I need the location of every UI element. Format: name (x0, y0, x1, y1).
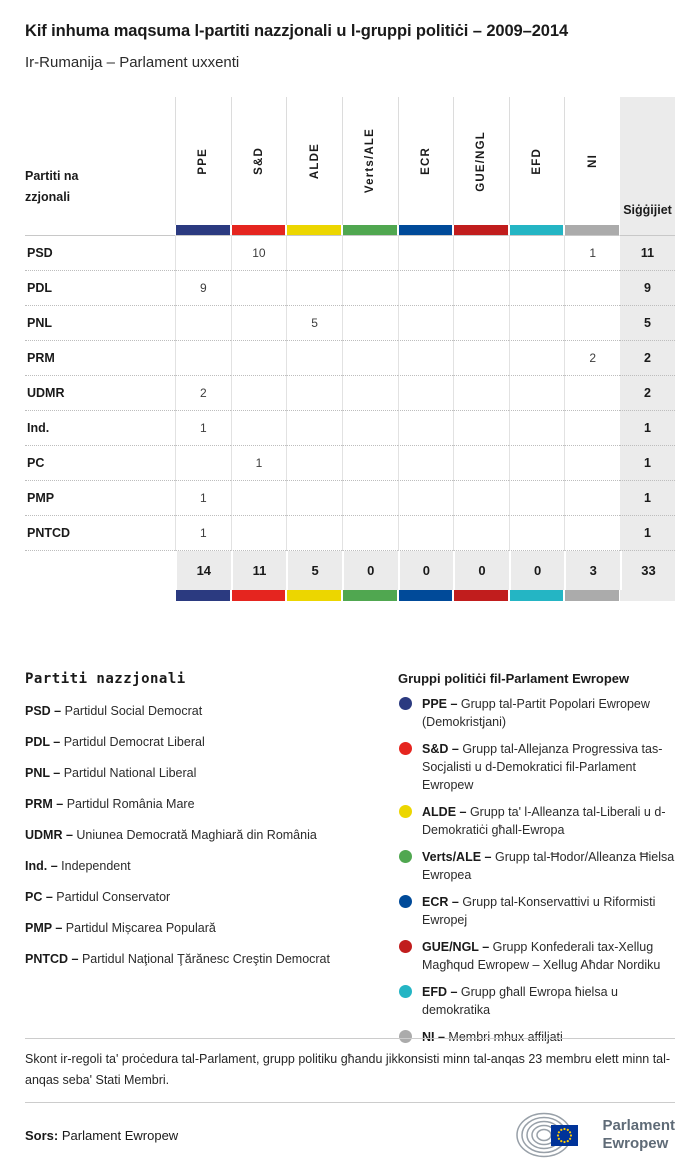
value-cell (453, 306, 509, 341)
legend-group-item: ECR – Grupp tal-Konservattivi u Riformisti Ewropej (398, 893, 675, 929)
group-color-bar-ni (564, 590, 620, 601)
spacer (25, 225, 175, 236)
value-cell (175, 446, 231, 481)
legend-party-item: Ind. – Independent (25, 859, 131, 873)
value-cell (231, 306, 287, 341)
value-cell: 5 (286, 306, 342, 341)
value-cell (509, 376, 565, 411)
column-header-sd: S&D (231, 97, 287, 225)
value-cell (342, 341, 398, 376)
group-color-bar-sd (231, 590, 287, 601)
value-cell (509, 446, 565, 481)
value-cell (175, 236, 231, 271)
legends (25, 671, 675, 1046)
party-name-cell: PMP (25, 481, 175, 516)
total-cell: 0 (453, 551, 509, 590)
total-cell: 0 (509, 551, 565, 590)
ppe-color-dot (399, 697, 412, 710)
group-color-bar-verts-ale (342, 225, 398, 236)
legend-party-item: PDL – Partidul Democrat Liberal (25, 735, 205, 749)
group-color-bar-efd (509, 590, 565, 601)
legend-party-item: PNTCD – Partidul Naţional Ţărănesc Creştin Democrat (25, 952, 330, 966)
column-header-ni: NI (564, 97, 620, 225)
value-cell (564, 411, 620, 446)
value-cell: 2 (175, 376, 231, 411)
value-cell: 1 (175, 516, 231, 551)
value-cell (398, 516, 454, 551)
value-cell (398, 446, 454, 481)
legend-group-item: S&D – Grupp tal-Allejanza Progressiva tas-Socjalisti u d-Demokratici fil-Parlament Ewropew (398, 740, 675, 794)
seats-cell: 5 (620, 306, 675, 341)
group-color-bar-ecr (398, 225, 454, 236)
sd-color-dot (399, 742, 412, 755)
seats-cell: 1 (620, 481, 675, 516)
value-cell (564, 446, 620, 481)
group-color-bar-alde (286, 225, 342, 236)
column-header-verts-ale: Verts/ALE (342, 97, 398, 225)
source-row (25, 1109, 675, 1161)
value-cell (342, 306, 398, 341)
value-cell (453, 411, 509, 446)
legend-group-item: ALDE – Grupp ta' l-Alleanza tal-Liberali u d-Demokratiċi għall-Ewropa (398, 803, 675, 839)
column-header-ppe: PPE (175, 97, 231, 225)
value-cell (509, 236, 565, 271)
seats-column-spacer (620, 590, 675, 601)
group-color-bar-verts-ale (342, 590, 398, 601)
seats-column-spacer (620, 225, 675, 236)
alde-color-dot (399, 805, 412, 818)
value-cell (453, 341, 509, 376)
value-cell (231, 376, 287, 411)
seats-cell: 2 (620, 376, 675, 411)
group-color-bar-ppe (175, 590, 231, 601)
value-cell (286, 446, 342, 481)
column-header-alde: ALDE (286, 97, 342, 225)
value-cell (509, 411, 565, 446)
legend-party-item: UDMR – Uniunea Democrată Maghiară din România (25, 828, 317, 842)
legend-party-item: PRM – Partidul România Mare (25, 797, 195, 811)
value-cell (453, 481, 509, 516)
group-color-bar-gue-ngl (453, 225, 509, 236)
legend-group-item: PPE – Grupp tal-Partit Popolari Ewropew (Demokristjani) (398, 695, 675, 731)
value-cell (342, 481, 398, 516)
group-color-bar-ecr (398, 590, 454, 601)
value-cell (175, 341, 231, 376)
value-cell (564, 516, 620, 551)
value-cell (342, 516, 398, 551)
party-name-cell: PRM (25, 341, 175, 376)
value-cell (286, 236, 342, 271)
footer (25, 1038, 675, 1161)
value-cell: 1 (175, 411, 231, 446)
value-cell: 1 (231, 446, 287, 481)
logo-wordmark: Parlament Ewropew (602, 1117, 675, 1152)
seats-cell: 1 (620, 516, 675, 551)
source-label: Sors: (25, 1127, 59, 1143)
group-color-bar-alde (286, 590, 342, 601)
page-title: Kif inhuma maqsuma l-partiti nazzjonali u l-gruppi politiċi – 2009–2014 (25, 22, 569, 40)
value-cell (564, 271, 620, 306)
total-cell: 11 (231, 551, 287, 590)
value-cell (286, 516, 342, 551)
value-cell (286, 411, 342, 446)
value-cell (231, 271, 287, 306)
value-cell (564, 306, 620, 341)
gue-ngl-color-dot (399, 940, 412, 953)
group-color-bar-ppe (175, 225, 231, 236)
value-cell (286, 481, 342, 516)
value-cell (509, 306, 565, 341)
legend-national-parties (25, 671, 373, 1046)
value-cell (398, 481, 454, 516)
total-cell: 0 (398, 551, 454, 590)
totals-row-spacer (25, 551, 175, 590)
hemicycle-icon (515, 1109, 593, 1161)
value-cell (342, 376, 398, 411)
group-color-bar-sd (231, 225, 287, 236)
row-header-cell (25, 97, 175, 225)
value-cell (398, 306, 454, 341)
seats-table (25, 97, 675, 601)
group-color-bar-efd (509, 225, 565, 236)
source-text (25, 1128, 178, 1143)
value-cell (453, 446, 509, 481)
value-cell (564, 376, 620, 411)
legend-group-item: EFD – Grupp għall Ewropa ħielsa u demokratika (398, 983, 675, 1019)
value-cell (453, 271, 509, 306)
party-name-cell: PNTCD (25, 516, 175, 551)
value-cell (231, 411, 287, 446)
legend-group-item: NI – Membri mhux affiljati (398, 1028, 675, 1046)
row-header-label: Partiti nazzjonali (25, 169, 79, 204)
total-cell: 3 (564, 551, 620, 590)
verts-ale-color-dot (399, 850, 412, 863)
value-cell (453, 236, 509, 271)
european-parliament-logo (515, 1109, 675, 1161)
column-header-gue-ngl: GUE/NGL (453, 97, 509, 225)
value-cell (398, 271, 454, 306)
divider (25, 1102, 675, 1103)
legend-party-item: PC – Partidul Conservator (25, 890, 171, 904)
legend-group-item: Verts/ALE – Grupp tal-Ħodor/Alleanza Ħielsa Ewropea (398, 848, 675, 884)
value-cell (286, 376, 342, 411)
value-cell (453, 376, 509, 411)
column-header-ecr: ECR (398, 97, 454, 225)
value-cell (342, 446, 398, 481)
party-name-cell: UDMR (25, 376, 175, 411)
value-cell (398, 236, 454, 271)
value-cell (231, 516, 287, 551)
legend-groups-header: Gruppi politiċi fil-Parlament Ewropew (398, 671, 630, 686)
value-cell (398, 376, 454, 411)
seats-cell: 1 (620, 411, 675, 446)
source-value: Parlament Ewropew (61, 1127, 179, 1143)
value-cell (342, 236, 398, 271)
seats-cell: 11 (620, 236, 675, 271)
group-color-bar-ni (564, 225, 620, 236)
party-name-cell: PDL (25, 271, 175, 306)
column-header-efd: EFD (509, 97, 565, 225)
legend-party-item: PSD – Partidul Social Democrat (25, 704, 203, 718)
legend-group-item: GUE/NGL – Grupp Konfederali tax-Xellug Magħqud Ewropew – Xellug Aħdar Nordiku (398, 938, 675, 974)
legend-parties-header: Partiti nazzjonali (25, 671, 186, 687)
group-color-bar-gue-ngl (453, 590, 509, 601)
legend-party-item: PNL – Partidul National Liberal (25, 766, 197, 780)
total-cell: 14 (175, 551, 231, 590)
total-seats-cell: 33 (620, 551, 675, 590)
total-cell: 0 (342, 551, 398, 590)
value-cell: 10 (231, 236, 287, 271)
value-cell (286, 341, 342, 376)
party-name-cell: PSD (25, 236, 175, 271)
eu-flag-icon (551, 1125, 578, 1146)
value-cell (231, 341, 287, 376)
value-cell (453, 516, 509, 551)
seats-header-cell: Siġġijiet (620, 97, 675, 225)
value-cell (398, 341, 454, 376)
value-cell (286, 271, 342, 306)
seats-cell: 9 (620, 271, 675, 306)
value-cell: 2 (564, 341, 620, 376)
value-cell: 1 (175, 481, 231, 516)
efd-color-dot (399, 985, 412, 998)
spacer (25, 590, 175, 601)
value-cell (564, 481, 620, 516)
legend-political-groups (398, 671, 675, 1046)
total-cell: 5 (286, 551, 342, 590)
party-name-cell: PNL (25, 306, 175, 341)
page-subtitle: Ir-Rumanija – Parlament uxxenti (25, 54, 240, 71)
value-cell (175, 306, 231, 341)
value-cell (342, 271, 398, 306)
value-cell (509, 341, 565, 376)
value-cell (398, 411, 454, 446)
value-cell (509, 271, 565, 306)
value-cell (342, 411, 398, 446)
party-name-cell: Ind. (25, 411, 175, 446)
legend-party-item: PMP – Partidul Mișcarea Populară (25, 921, 216, 935)
value-cell (509, 516, 565, 551)
footnote: Skont ir-regoli ta' proċedura tal-Parlament, grupp politiku għandu jikkonsisti minn tal-anqas 23 membru elett minn tal-anqas seba' Stati Membri. (25, 1052, 671, 1087)
value-cell: 9 (175, 271, 231, 306)
seats-cell: 1 (620, 446, 675, 481)
value-cell: 1 (564, 236, 620, 271)
ecr-color-dot (399, 895, 412, 908)
seats-cell: 2 (620, 341, 675, 376)
value-cell (231, 481, 287, 516)
value-cell (509, 481, 565, 516)
party-name-cell: PC (25, 446, 175, 481)
